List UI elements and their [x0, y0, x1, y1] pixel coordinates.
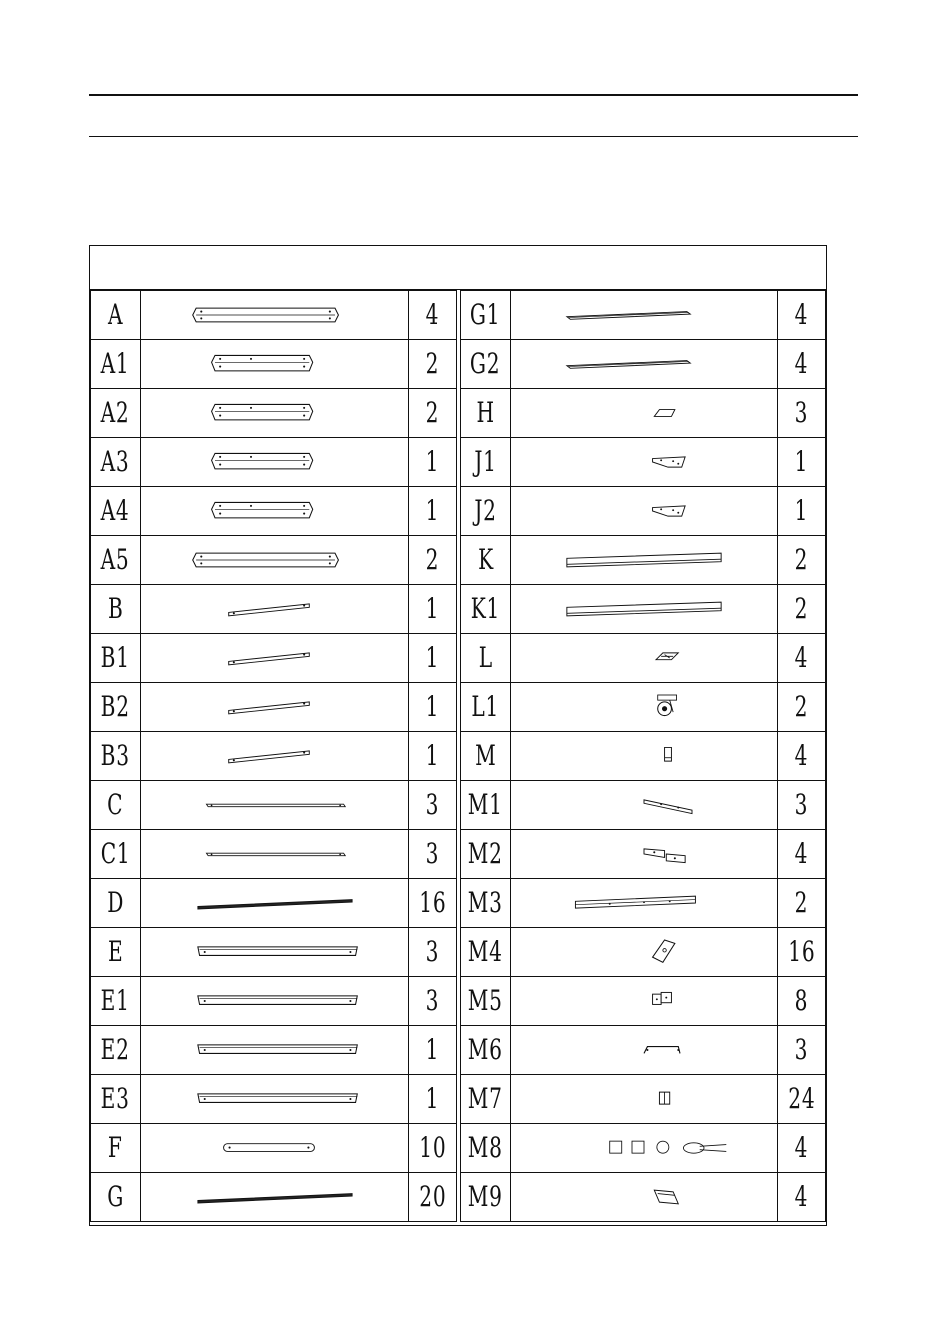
- part-quantity: [409, 585, 457, 634]
- thin-rod-icon: [175, 781, 375, 829]
- part-drawing: [141, 1075, 409, 1124]
- part-drawing: [510, 634, 777, 683]
- part-code: [91, 536, 141, 585]
- part-quantity-value: 4: [794, 837, 809, 870]
- part-code: [461, 634, 511, 683]
- part-row: [461, 585, 826, 634]
- part-quantity: [778, 683, 826, 732]
- part-code-label: E2: [100, 1033, 130, 1066]
- header-rule-bottom: [89, 136, 858, 137]
- hinge-icon: [544, 977, 744, 1025]
- part-quantity-value: 1: [425, 1033, 440, 1066]
- long-channel-icon: [544, 585, 744, 633]
- thin-rod-icon: [175, 830, 375, 878]
- part-code-label: L1: [471, 690, 500, 723]
- part-code: [461, 291, 511, 340]
- part-drawing: [510, 585, 777, 634]
- part-quantity-value: 1: [425, 1082, 440, 1115]
- part-code: [91, 340, 141, 389]
- part-quantity-value: 1: [425, 445, 440, 478]
- part-code: [91, 928, 141, 977]
- part-quantity-value: 3: [794, 396, 809, 429]
- flat-bar-icon: [175, 634, 375, 682]
- part-row: [91, 928, 457, 977]
- part-quantity-value: 16: [788, 935, 816, 968]
- part-code-label: M7: [468, 1082, 503, 1115]
- part-quantity-value: 20: [418, 1180, 447, 1213]
- part-drawing: [510, 340, 777, 389]
- part-quantity: [409, 781, 457, 830]
- part-drawing: [510, 1075, 777, 1124]
- part-row: [91, 389, 457, 438]
- part-code-label: M4: [468, 935, 503, 968]
- flat-bar-icon: [175, 683, 375, 731]
- part-code: [461, 536, 511, 585]
- part-code: [461, 879, 511, 928]
- part-quantity-value: 1: [425, 494, 440, 527]
- part-code: [461, 928, 511, 977]
- part-row: [461, 977, 826, 1026]
- part-row: [91, 732, 457, 781]
- part-drawing: [141, 438, 409, 487]
- part-code-label: A3: [101, 445, 130, 478]
- part-quantity-value: 4: [794, 739, 809, 772]
- part-quantity-value: 4: [794, 1180, 809, 1213]
- part-row: [461, 683, 826, 732]
- part-code-label: K: [477, 543, 494, 576]
- part-row: [91, 1124, 457, 1173]
- part-code: [91, 732, 141, 781]
- square-tube-short-icon: [175, 389, 375, 437]
- part-code: [91, 830, 141, 879]
- part-drawing: [510, 536, 777, 585]
- part-row: [461, 291, 826, 340]
- part-quantity: [778, 781, 826, 830]
- part-drawing: [510, 977, 777, 1026]
- part-drawing: [141, 683, 409, 732]
- part-drawing: [510, 928, 777, 977]
- clip-icon: [544, 1075, 744, 1123]
- part-code: [461, 1124, 511, 1173]
- part-code-label: G1: [470, 298, 501, 331]
- plate-icon: [544, 389, 744, 437]
- part-quantity: [778, 1173, 826, 1222]
- part-quantity-value: 2: [425, 396, 440, 429]
- part-code-label: E3: [100, 1082, 130, 1115]
- part-code-label: M8: [468, 1131, 503, 1164]
- part-quantity: [409, 438, 457, 487]
- angle-bar-icon: [175, 1026, 375, 1074]
- short-bar-icon: [544, 781, 744, 829]
- part-quantity-value: 3: [425, 788, 440, 821]
- part-row: [461, 781, 826, 830]
- part-drawing: [510, 438, 777, 487]
- part-quantity-value: 4: [794, 1131, 809, 1164]
- part-code-label: C1: [100, 837, 131, 870]
- parts-list-frame: [89, 245, 827, 1226]
- mounting-plate-icon: [544, 634, 744, 682]
- part-code-label: B3: [100, 739, 131, 772]
- part-row: [461, 1026, 826, 1075]
- flat-bar-icon: [175, 585, 375, 633]
- flat-bar-icon: [175, 732, 375, 780]
- part-drawing: [510, 487, 777, 536]
- angle-bar-icon: [175, 977, 375, 1025]
- part-code-label: A4: [101, 494, 130, 527]
- part-code-label: H: [476, 396, 495, 429]
- part-code-label: E: [107, 935, 124, 968]
- part-quantity: [778, 1026, 826, 1075]
- part-drawing: [510, 781, 777, 830]
- part-code-label: A: [107, 298, 124, 331]
- part-quantity: [409, 536, 457, 585]
- part-quantity: [778, 487, 826, 536]
- part-quantity: [409, 977, 457, 1026]
- part-row: [461, 389, 826, 438]
- dark-rail-icon: [175, 1173, 375, 1221]
- part-code-label: G2: [470, 347, 501, 380]
- part-quantity-value: 2: [794, 592, 809, 625]
- part-quantity: [409, 830, 457, 879]
- part-quantity: [778, 879, 826, 928]
- part-code-label: M: [474, 739, 497, 772]
- part-drawing: [510, 683, 777, 732]
- part-row: [91, 781, 457, 830]
- part-code: [91, 389, 141, 438]
- part-row: [91, 683, 457, 732]
- part-drawing: [141, 928, 409, 977]
- part-quantity: [409, 1075, 457, 1124]
- part-drawing: [141, 732, 409, 781]
- part-code: [91, 977, 141, 1026]
- part-code: [91, 487, 141, 536]
- part-code-label: M1: [468, 788, 503, 821]
- part-code-label: F: [108, 1131, 123, 1164]
- part-drawing: [141, 585, 409, 634]
- part-quantity: [409, 879, 457, 928]
- part-code: [91, 683, 141, 732]
- curved-clip-icon: [544, 1173, 744, 1221]
- part-code-label: J1: [474, 445, 497, 478]
- part-quantity: [409, 389, 457, 438]
- part-row: [461, 634, 826, 683]
- part-code: [461, 1173, 511, 1222]
- part-row: [91, 536, 457, 585]
- part-code-label: G: [107, 1180, 124, 1213]
- parts-list-header: [90, 246, 826, 290]
- part-drawing: [510, 389, 777, 438]
- part-code: [461, 977, 511, 1026]
- part-row: [461, 928, 826, 977]
- part-code: [461, 1075, 511, 1124]
- part-quantity-value: 1: [425, 641, 440, 674]
- part-drawing: [141, 781, 409, 830]
- channel-bracket-icon: [544, 879, 744, 927]
- part-code: [91, 1173, 141, 1222]
- part-quantity: [409, 340, 457, 389]
- part-code-label: M9: [468, 1180, 503, 1213]
- part-quantity: [778, 928, 826, 977]
- part-drawing: [141, 879, 409, 928]
- part-quantity: [409, 1026, 457, 1075]
- part-code: [461, 340, 511, 389]
- part-quantity: [778, 536, 826, 585]
- part-drawing: [510, 1124, 777, 1173]
- part-quantity: [778, 1124, 826, 1173]
- angle-bar-icon: [175, 1075, 375, 1123]
- part-code-label: M5: [468, 984, 503, 1017]
- part-quantity-value: 24: [788, 1082, 816, 1115]
- part-code: [91, 781, 141, 830]
- part-code-label: A5: [101, 543, 130, 576]
- part-quantity: [778, 830, 826, 879]
- part-row: [461, 1124, 826, 1173]
- part-quantity-value: 1: [425, 739, 440, 772]
- part-code-label: B2: [100, 690, 131, 723]
- part-drawing: [510, 1026, 777, 1075]
- square-tube-short-icon: [175, 487, 375, 535]
- part-drawing: [141, 1026, 409, 1075]
- part-code-label: B: [107, 592, 124, 625]
- hardware-set-icon: [544, 1124, 744, 1172]
- part-drawing: [141, 830, 409, 879]
- part-row: [461, 1173, 826, 1222]
- long-channel-icon: [544, 536, 744, 584]
- handle-icon: [544, 1026, 744, 1074]
- part-row: [461, 879, 826, 928]
- part-row: [461, 438, 826, 487]
- part-drawing: [141, 1173, 409, 1222]
- part-drawing: [510, 879, 777, 928]
- part-drawing: [510, 830, 777, 879]
- bracket-plate-icon: [544, 438, 744, 486]
- part-code-label: A1: [101, 347, 130, 380]
- part-drawing: [141, 340, 409, 389]
- corner-bracket-icon: [544, 928, 744, 976]
- square-tube-long-icon: [175, 536, 375, 584]
- part-quantity-value: 3: [794, 788, 809, 821]
- part-row: [91, 438, 457, 487]
- part-code: [91, 634, 141, 683]
- part-quantity-value: 2: [794, 543, 809, 576]
- part-code: [461, 438, 511, 487]
- dark-rail-icon: [175, 879, 375, 927]
- part-drawing: [510, 732, 777, 781]
- part-quantity-value: 4: [794, 347, 809, 380]
- part-quantity-value: 16: [418, 886, 447, 919]
- part-row: [91, 977, 457, 1026]
- part-code: [461, 732, 511, 781]
- part-code-label: B1: [100, 641, 131, 674]
- part-quantity-value: 3: [425, 935, 440, 968]
- part-quantity-value: 2: [425, 347, 440, 380]
- part-code: [461, 781, 511, 830]
- part-quantity: [409, 732, 457, 781]
- part-quantity: [778, 1075, 826, 1124]
- part-quantity-value: 10: [418, 1131, 447, 1164]
- parts-table-right: [460, 290, 826, 1222]
- part-code-label: M6: [468, 1033, 503, 1066]
- part-quantity-value: 2: [794, 690, 809, 723]
- parts-table-left: [90, 290, 457, 1222]
- part-code: [91, 1124, 141, 1173]
- header-rule-top: [89, 94, 858, 96]
- part-code: [461, 389, 511, 438]
- part-row: [461, 1075, 826, 1124]
- part-code-label: M3: [468, 886, 503, 919]
- part-drawing: [510, 1173, 777, 1222]
- part-code: [461, 683, 511, 732]
- part-row: [91, 879, 457, 928]
- part-quantity: [778, 634, 826, 683]
- small-bracket-icon: [544, 732, 744, 780]
- part-quantity: [409, 1124, 457, 1173]
- part-quantity-value: 8: [794, 984, 809, 1017]
- part-code: [91, 291, 141, 340]
- part-row: [91, 830, 457, 879]
- part-code: [91, 879, 141, 928]
- part-drawing: [141, 389, 409, 438]
- part-quantity: [778, 585, 826, 634]
- part-drawing: [141, 634, 409, 683]
- bracket-plate-icon: [544, 487, 744, 535]
- caster-wheel-icon: [544, 683, 744, 731]
- square-tube-short-icon: [175, 438, 375, 486]
- part-quantity: [778, 291, 826, 340]
- part-quantity: [409, 634, 457, 683]
- part-code-label: K1: [470, 592, 501, 625]
- part-code: [461, 487, 511, 536]
- part-quantity: [409, 487, 457, 536]
- channel-rail-icon: [544, 340, 744, 388]
- part-row: [91, 1173, 457, 1222]
- part-code: [91, 1075, 141, 1124]
- part-code: [461, 585, 511, 634]
- part-row: [91, 340, 457, 389]
- part-code-label: D: [107, 886, 124, 919]
- part-row: [91, 1075, 457, 1124]
- part-quantity: [409, 1173, 457, 1222]
- part-row: [91, 291, 457, 340]
- part-row: [91, 634, 457, 683]
- part-code-label: C: [107, 788, 124, 821]
- part-row: [91, 487, 457, 536]
- part-drawing: [141, 536, 409, 585]
- part-code: [91, 1026, 141, 1075]
- part-code-label: A2: [101, 396, 130, 429]
- part-code-label: J2: [474, 494, 497, 527]
- part-quantity: [409, 683, 457, 732]
- part-code: [91, 585, 141, 634]
- part-drawing: [510, 291, 777, 340]
- square-tube-short-icon: [175, 340, 375, 388]
- square-tube-long-icon: [175, 291, 375, 339]
- hinge-plate-icon: [544, 830, 744, 878]
- part-code-label: M2: [468, 837, 503, 870]
- part-code-label: L: [478, 641, 493, 674]
- rounded-strap-icon: [175, 1124, 375, 1172]
- part-row: [91, 1026, 457, 1075]
- part-quantity-value: 4: [794, 641, 809, 674]
- part-quantity-value: 4: [794, 298, 809, 331]
- part-quantity: [409, 291, 457, 340]
- part-row: [91, 585, 457, 634]
- part-quantity-value: 1: [794, 494, 809, 527]
- part-row: [461, 487, 826, 536]
- part-quantity: [409, 928, 457, 977]
- part-code: [461, 830, 511, 879]
- part-drawing: [141, 1124, 409, 1173]
- part-quantity-value: 1: [425, 690, 440, 723]
- part-quantity: [778, 732, 826, 781]
- part-quantity-value: 2: [794, 886, 809, 919]
- part-quantity: [778, 340, 826, 389]
- part-quantity-value: 3: [794, 1033, 809, 1066]
- part-quantity-value: 3: [425, 984, 440, 1017]
- part-quantity: [778, 977, 826, 1026]
- part-quantity-value: 4: [425, 298, 440, 331]
- part-code-label: E1: [100, 984, 130, 1017]
- part-drawing: [141, 487, 409, 536]
- part-row: [461, 732, 826, 781]
- part-code: [461, 1026, 511, 1075]
- part-drawing: [141, 291, 409, 340]
- part-code: [91, 438, 141, 487]
- part-quantity-value: 3: [425, 837, 440, 870]
- part-quantity-value: 1: [794, 445, 809, 478]
- angle-bar-icon: [175, 928, 375, 976]
- part-row: [461, 830, 826, 879]
- part-quantity-value: 2: [425, 543, 440, 576]
- part-row: [461, 536, 826, 585]
- part-quantity-value: 1: [425, 592, 440, 625]
- part-quantity: [778, 389, 826, 438]
- channel-rail-icon: [544, 291, 744, 339]
- part-quantity: [778, 438, 826, 487]
- part-row: [461, 340, 826, 389]
- part-drawing: [141, 977, 409, 1026]
